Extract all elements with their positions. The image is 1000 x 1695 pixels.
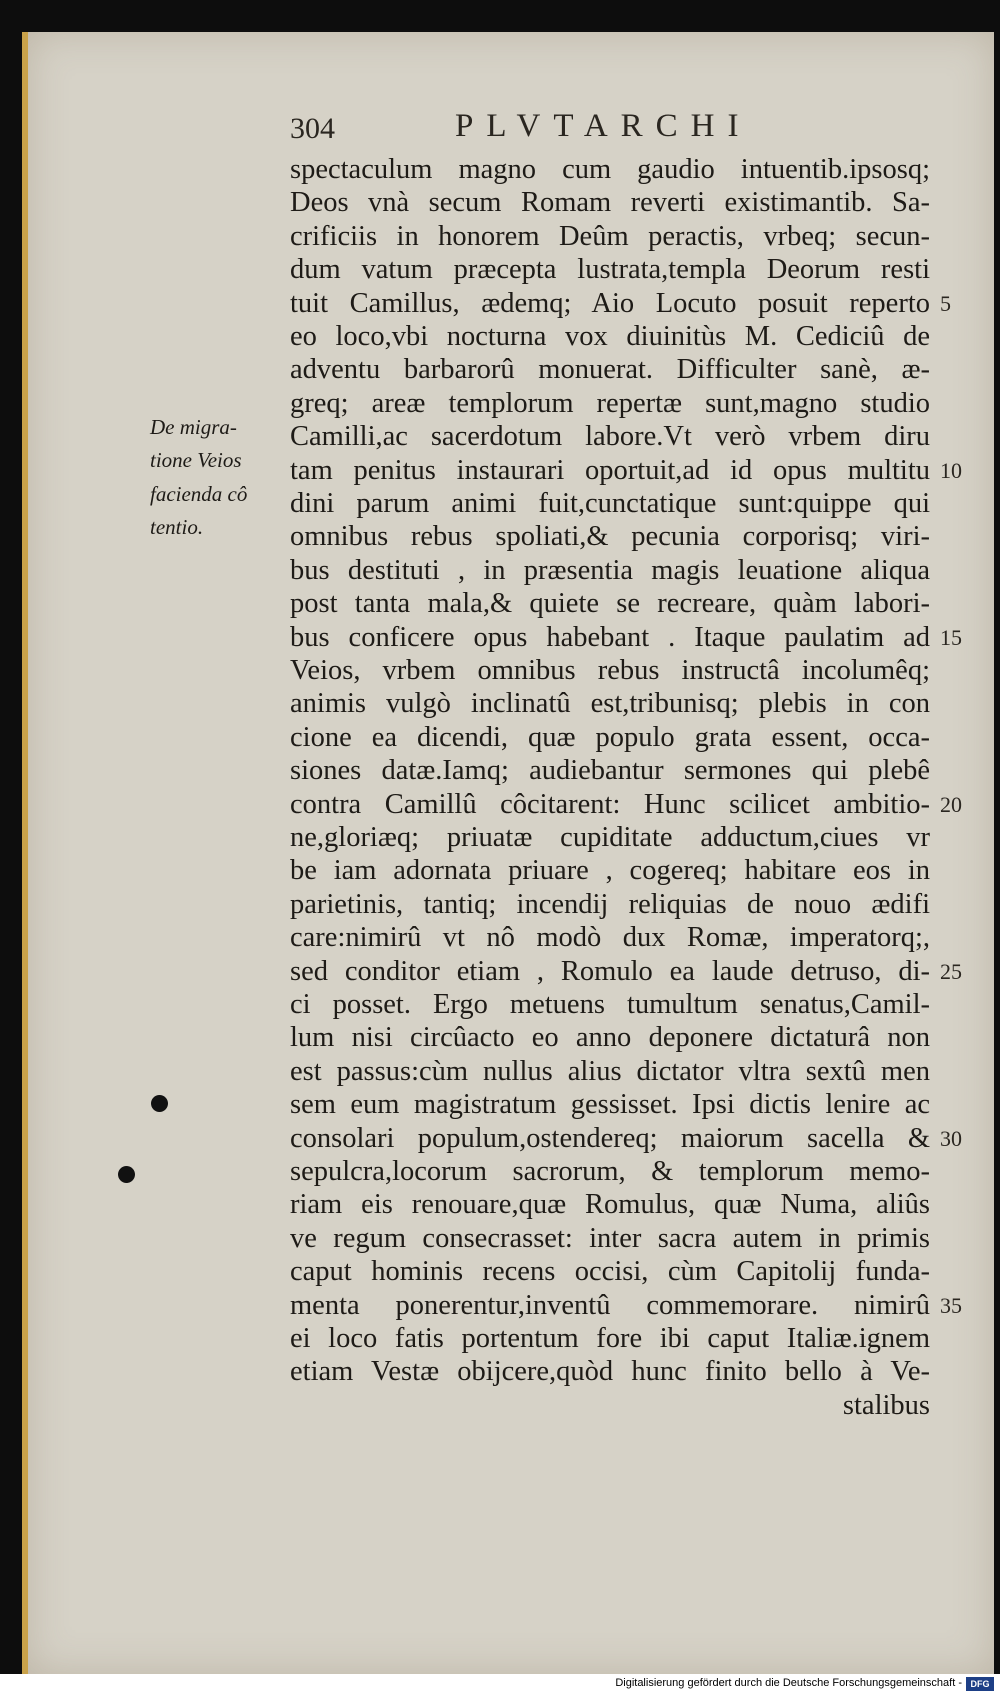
text-line: care:nimirû vt nô modò dux Romæ, imperatorq;, xyxy=(290,922,930,954)
text-line: Deos vnà secum Romam reverti existimantib. Sa- xyxy=(290,187,930,219)
text-line: parietinis, tantiq; incendij reliquias de nouo ædifi xyxy=(290,888,930,920)
line-number: 25 xyxy=(940,958,962,984)
marginal-note-line: tentio. xyxy=(150,515,204,540)
text-line: caput hominis recens occisi, cùm Capitolij funda- xyxy=(290,1256,930,1288)
text-line: omnibus rebus spoliati,& pecunia corporisq; viri- xyxy=(290,521,930,553)
text-line: post tanta mala,& quiete se recreare, quàm labori- xyxy=(290,588,930,620)
line-number: 10 xyxy=(940,457,962,483)
text-line: est passus:cùm nullus alius dictator vltra sextû men xyxy=(290,1055,930,1087)
line-number: 15 xyxy=(940,624,962,650)
marginal-note-line: facienda cô xyxy=(150,481,248,506)
line-number: 30 xyxy=(940,1125,962,1151)
text-line: animis vulgò inclinatû est,tribunisq; plebis in con xyxy=(290,688,930,720)
text-line: ei loco fatis portentum fore ibi caput Italiæ.ignem xyxy=(290,1323,930,1354)
text-line: dum vatum præcepta lustrata,templa Deorum resti xyxy=(290,254,930,286)
dfg-logo: DFG xyxy=(966,1677,994,1691)
text-line: adventu barbarorû monuerat. Difficulter sanè, æ- xyxy=(290,354,930,386)
text-line: dini parum animi fuit,cunctatique sunt:quippe qui xyxy=(290,488,930,519)
marginal-note-line: De migra- xyxy=(150,415,237,439)
marginal-note xyxy=(150,411,280,545)
footer-credit: Digitalisierung gefördert durch die Deutsche Forschungsgemeinschaft - xyxy=(615,1677,962,1689)
text-line: lum nisi circûacto eo anno deponere dictaturâ non xyxy=(290,1022,930,1054)
text-line: greq; areæ templorum repertæ sunt,magno studio xyxy=(290,387,930,419)
text-line: cione ea dicendi, quæ populo grata essent, occa- xyxy=(290,721,930,753)
text-line: menta ponerentur,inventû commemorare. nimirû xyxy=(290,1289,930,1321)
text-line: contra Camillû côcitarent: Hunc scilicet ambitio- xyxy=(290,788,930,820)
binding-hole-mark xyxy=(151,1095,168,1112)
marginal-note-line: tione Veios xyxy=(150,448,242,473)
text-line: consolari populum,ostendereq; maiorum sacella & xyxy=(290,1122,930,1154)
binding-hole-mark xyxy=(118,1166,135,1183)
running-head: PLVTARCHI xyxy=(455,108,752,144)
text-line: ne,gloriæq; priuatæ cupiditate adductum,ciues vr xyxy=(290,822,930,853)
text-line: spectaculum magno cum gaudio intuentib.ipsosq; xyxy=(290,154,930,185)
text-line: be iam adornata priuare , cogereq; habitare eos in xyxy=(290,855,930,887)
text-line: sed conditor etiam , Romulo ea laude detruso, di- xyxy=(290,955,930,987)
line-number: 35 xyxy=(940,1292,962,1318)
text-line: siones datæ.Iamq; audiebantur sermones qui plebê xyxy=(290,755,930,787)
text-line: tuit Camillus, ædemq; Aio Locuto posuit reperto xyxy=(290,287,930,319)
text-line: Camilli,ac sacerdotum labore.Vt verò vrbem diru xyxy=(290,421,930,453)
text-line: eo loco,vbi nocturna vox diuinitùs M. Cediciû de xyxy=(290,321,930,352)
page-number: 304 xyxy=(290,112,335,145)
text-line: etiam Vestæ obijcere,quòd hunc finito bello à Ve- xyxy=(290,1356,930,1388)
text-line: bus conficere opus habebant . Itaque paulatim ad xyxy=(290,621,930,653)
line-number: 20 xyxy=(940,791,962,817)
text-line: Veios, vrbem omnibus rebus instructâ incolumêq; xyxy=(290,655,930,686)
text-line: ci posset. Ergo metuens tumultum senatus,Camil- xyxy=(290,989,930,1020)
text-line: ve regum consecrasset: inter sacra autem in primis xyxy=(290,1222,930,1254)
text-line: sem eum magistratum gessisset. Ipsi dictis lenire ac xyxy=(290,1089,930,1121)
text-line: bus destituti , in præsentia magis leuatione aliqua xyxy=(290,554,930,586)
text-line: tam penitus instaurari oportuit,ad id opus multitu xyxy=(290,454,930,486)
text-line: sepulcra,locorum sacrorum, & templorum memo- xyxy=(290,1156,930,1187)
text-line: crificiis in honorem Deûm peractis, vrbeq; secun- xyxy=(290,220,930,252)
text-line: stalibus xyxy=(842,1389,930,1421)
line-number: 5 xyxy=(940,290,951,316)
text-line: riam eis renouare,quæ Romulus, quæ Numa, aliûs xyxy=(290,1189,930,1221)
digitization-footer xyxy=(0,1674,1000,1695)
